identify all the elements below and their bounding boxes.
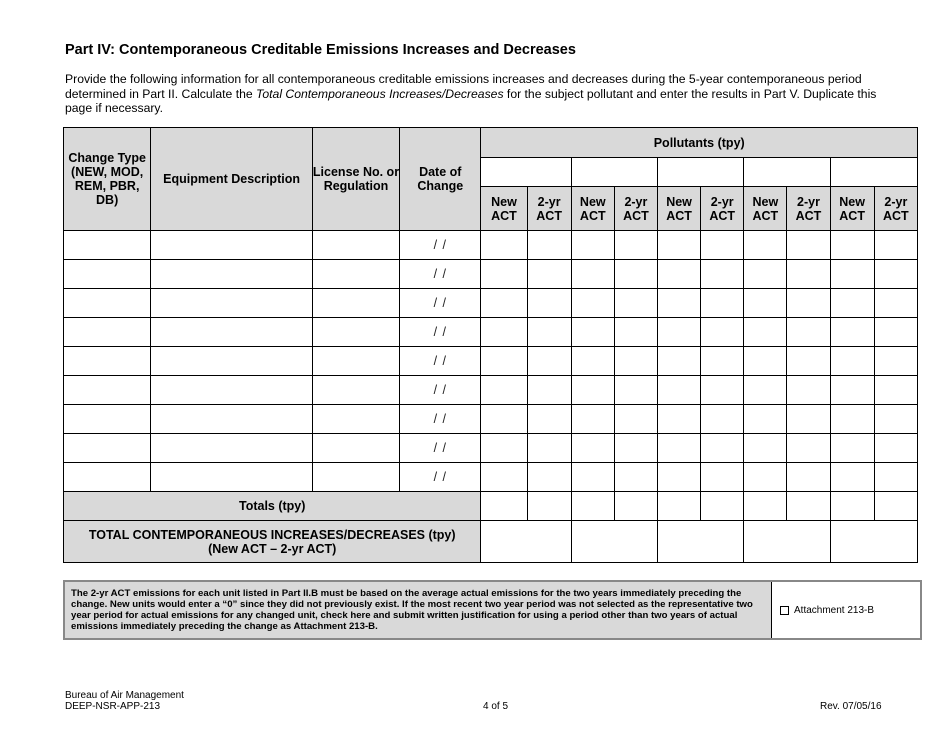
emission-value-cell[interactable]	[787, 376, 830, 405]
emission-value-cell[interactable]	[701, 376, 744, 405]
emission-value-cell[interactable]	[744, 289, 787, 318]
footer-agency: Bureau of Air Management	[65, 690, 184, 701]
emission-value-cell[interactable]	[614, 260, 657, 289]
emission-value-cell[interactable]	[874, 405, 917, 434]
emission-value-cell[interactable]	[527, 405, 571, 434]
total-cell[interactable]	[701, 492, 744, 521]
attachment-checkbox-area	[772, 582, 920, 638]
emission-value-cell[interactable]	[614, 434, 657, 463]
emission-value-cell[interactable]	[614, 318, 657, 347]
total-cell[interactable]	[614, 492, 657, 521]
emission-value-cell[interactable]	[657, 405, 700, 434]
table-row	[64, 376, 918, 405]
emission-value-cell[interactable]	[744, 231, 787, 260]
table-row	[64, 318, 918, 347]
pollutants-header: Pollutants (tpy)	[481, 128, 918, 158]
emission-value-cell[interactable]	[614, 347, 657, 376]
net-change-cell[interactable]	[571, 521, 657, 563]
date-of-change-header: Date of Change	[400, 128, 481, 231]
two-yr-act-header: 2-yr ACT	[874, 187, 917, 231]
emission-value-cell[interactable]	[744, 434, 787, 463]
change-type-cell[interactable]	[64, 231, 151, 260]
emission-value-cell[interactable]	[830, 289, 874, 318]
two-yr-act-header: 2-yr ACT	[614, 187, 657, 231]
license-cell[interactable]	[312, 231, 399, 260]
total-cell[interactable]	[657, 492, 700, 521]
equipment-description-cell[interactable]	[151, 463, 313, 492]
emission-value-cell[interactable]	[744, 463, 787, 492]
emission-value-cell[interactable]	[701, 289, 744, 318]
emission-value-cell[interactable]	[874, 318, 917, 347]
table-row	[64, 289, 918, 318]
total-cell[interactable]	[787, 492, 830, 521]
equipment-description-cell[interactable]	[151, 289, 313, 318]
emission-value-cell[interactable]	[571, 405, 614, 434]
emission-value-cell[interactable]	[527, 376, 571, 405]
emission-value-cell[interactable]	[701, 260, 744, 289]
emission-value-cell[interactable]	[701, 318, 744, 347]
emission-value-cell[interactable]	[527, 260, 571, 289]
change-type-cell[interactable]	[64, 347, 151, 376]
date-cell[interactable]: / /	[400, 405, 481, 434]
new-act-header: New ACT	[481, 187, 527, 231]
equipment-description-cell[interactable]	[151, 260, 313, 289]
emission-value-cell[interactable]	[527, 434, 571, 463]
emission-value-cell[interactable]	[527, 463, 571, 492]
emission-value-cell[interactable]	[874, 231, 917, 260]
net-change-cell[interactable]	[481, 521, 571, 563]
footer-revision: Rev. 07/05/16	[820, 701, 882, 712]
emission-value-cell[interactable]	[614, 376, 657, 405]
table-row	[64, 260, 918, 289]
license-cell[interactable]	[312, 318, 399, 347]
emission-value-cell[interactable]	[787, 434, 830, 463]
emission-value-cell[interactable]	[830, 318, 874, 347]
emission-value-cell[interactable]	[657, 376, 700, 405]
date-cell[interactable]: / /	[400, 231, 481, 260]
change-type-header: Change Type (NEW, MOD, REM, PBR, DB)	[64, 128, 151, 231]
date-cell[interactable]: / /	[400, 463, 481, 492]
emission-value-cell[interactable]	[481, 347, 527, 376]
change-type-cell[interactable]	[64, 318, 151, 347]
license-cell[interactable]	[312, 347, 399, 376]
emission-value-cell[interactable]	[571, 347, 614, 376]
emission-value-cell[interactable]	[701, 405, 744, 434]
equipment-description-cell[interactable]	[151, 318, 313, 347]
emission-value-cell[interactable]	[571, 376, 614, 405]
total-cell[interactable]	[830, 492, 874, 521]
license-cell[interactable]	[312, 405, 399, 434]
emission-value-cell[interactable]	[787, 260, 830, 289]
attachment-checkbox[interactable]	[780, 606, 789, 615]
emission-value-cell[interactable]	[614, 463, 657, 492]
emission-value-cell[interactable]	[874, 347, 917, 376]
table-row	[64, 463, 918, 492]
date-cell[interactable]: / /	[400, 347, 481, 376]
equipment-description-cell[interactable]	[151, 231, 313, 260]
emission-value-cell[interactable]	[571, 260, 614, 289]
emission-value-cell[interactable]	[527, 231, 571, 260]
equipment-description-cell[interactable]	[151, 434, 313, 463]
total-cell[interactable]	[571, 492, 614, 521]
equipment-description-cell[interactable]	[151, 376, 313, 405]
emission-value-cell[interactable]	[830, 434, 874, 463]
date-cell[interactable]: / /	[400, 289, 481, 318]
pollutant-name-field[interactable]	[830, 158, 917, 187]
net-change-cell[interactable]	[657, 521, 743, 563]
license-cell[interactable]	[312, 260, 399, 289]
table-row	[64, 434, 918, 463]
total-cell[interactable]	[527, 492, 571, 521]
emission-value-cell[interactable]	[657, 463, 700, 492]
emission-value-cell[interactable]	[481, 318, 527, 347]
new-act-header: New ACT	[571, 187, 614, 231]
emission-value-cell[interactable]	[614, 231, 657, 260]
emission-value-cell[interactable]	[614, 289, 657, 318]
new-act-header: New ACT	[744, 187, 787, 231]
change-type-cell[interactable]	[64, 289, 151, 318]
pollutant-name-field[interactable]	[657, 158, 743, 187]
emission-value-cell[interactable]	[701, 231, 744, 260]
emission-value-cell[interactable]	[571, 463, 614, 492]
emission-value-cell[interactable]	[744, 318, 787, 347]
emission-value-cell[interactable]	[830, 405, 874, 434]
emission-value-cell[interactable]	[657, 318, 700, 347]
emission-value-cell[interactable]	[481, 231, 527, 260]
emission-value-cell[interactable]	[744, 347, 787, 376]
pollutant-name-field[interactable]	[571, 158, 657, 187]
emission-value-cell[interactable]	[527, 347, 571, 376]
emission-value-cell[interactable]	[481, 289, 527, 318]
license-cell[interactable]	[312, 463, 399, 492]
table-row	[64, 405, 918, 434]
emission-value-cell[interactable]	[527, 289, 571, 318]
date-cell[interactable]: / /	[400, 260, 481, 289]
equipment-description-cell[interactable]	[151, 405, 313, 434]
emission-value-cell[interactable]	[481, 434, 527, 463]
change-type-cell[interactable]	[64, 434, 151, 463]
emission-value-cell[interactable]	[481, 376, 527, 405]
new-act-header: New ACT	[830, 187, 874, 231]
emission-value-cell[interactable]	[657, 434, 700, 463]
license-cell[interactable]	[312, 376, 399, 405]
emission-value-cell[interactable]	[571, 289, 614, 318]
page-title: Part IV: Contemporaneous Creditable Emissions Increases and Decreases	[65, 42, 576, 58]
emission-value-cell[interactable]	[571, 318, 614, 347]
emission-value-cell[interactable]	[571, 231, 614, 260]
footer-page-number: 4 of 5	[483, 701, 509, 712]
emission-value-cell[interactable]	[614, 405, 657, 434]
total-cell[interactable]	[481, 492, 527, 521]
emission-value-cell[interactable]	[787, 463, 830, 492]
emission-value-cell[interactable]	[787, 231, 830, 260]
change-type-cell[interactable]	[64, 463, 151, 492]
emission-value-cell[interactable]	[657, 260, 700, 289]
new-act-header: New ACT	[657, 187, 700, 231]
totals-label: Totals (tpy)	[64, 492, 481, 521]
emissions-table	[63, 127, 918, 563]
note-text: The 2-yr ACT emissions for each unit listed in Part II.B must be based on the average actual emissions for the two years immediately preceding the change. New units would enter a “0” since they did not previously exist. If the most recent two year period was not selected as the representative two year period for actual emissions for any changed unit, check here and submit written justification for using a period other than two years of actual emissions immediately preceding the change as Attachment 213-B.	[65, 582, 772, 638]
emission-value-cell[interactable]	[481, 463, 527, 492]
emission-value-cell[interactable]	[527, 318, 571, 347]
date-cell[interactable]: / /	[400, 376, 481, 405]
emission-value-cell[interactable]	[874, 376, 917, 405]
change-type-cell[interactable]	[64, 376, 151, 405]
two-yr-act-header: 2-yr ACT	[527, 187, 571, 231]
attachment-note	[63, 580, 922, 640]
total-contemporaneous-label: TOTAL CONTEMPORANEOUS INCREASES/DECREASES (tpy) (New ACT – 2-yr ACT)	[64, 521, 481, 563]
two-yr-act-header: 2-yr ACT	[787, 187, 830, 231]
total-cell[interactable]	[874, 492, 917, 521]
equipment-description-header: Equipment Description	[151, 128, 313, 231]
net-change-cell[interactable]	[830, 521, 917, 563]
total-cell[interactable]	[744, 492, 787, 521]
emission-value-cell[interactable]	[701, 434, 744, 463]
emission-value-cell[interactable]	[787, 347, 830, 376]
change-type-cell[interactable]	[64, 260, 151, 289]
date-cell[interactable]: / /	[400, 434, 481, 463]
emission-value-cell[interactable]	[787, 289, 830, 318]
emission-value-cell[interactable]	[830, 376, 874, 405]
emission-value-cell[interactable]	[830, 260, 874, 289]
emission-value-cell[interactable]	[701, 347, 744, 376]
footer-form-id: DEEP-NSR-APP-213	[65, 701, 161, 712]
license-cell[interactable]	[312, 289, 399, 318]
emission-value-cell[interactable]	[701, 463, 744, 492]
emission-value-cell[interactable]	[571, 434, 614, 463]
pollutant-name-field[interactable]	[744, 158, 830, 187]
emission-value-cell[interactable]	[830, 463, 874, 492]
emission-value-cell[interactable]	[744, 376, 787, 405]
emission-value-cell[interactable]	[874, 463, 917, 492]
emission-value-cell[interactable]	[657, 347, 700, 376]
emission-value-cell[interactable]	[874, 260, 917, 289]
equipment-description-cell[interactable]	[151, 347, 313, 376]
emission-value-cell[interactable]	[787, 318, 830, 347]
emission-value-cell[interactable]	[481, 405, 527, 434]
emission-value-cell[interactable]	[830, 347, 874, 376]
instructions-paragraph: Provide the following information for all contemporaneous creditable emissions increases and decreases during the 5-year contemporaneous period determined in Part II. Calculate the Total Contemporaneous Increases/Decreases for the subject pollutant and enter the results in Part V. Duplicate this page if necessary.	[65, 72, 877, 115]
emission-value-cell[interactable]	[657, 231, 700, 260]
table-row	[64, 231, 918, 260]
change-type-cell[interactable]	[64, 405, 151, 434]
date-cell[interactable]: / /	[400, 318, 481, 347]
license-cell[interactable]	[312, 434, 399, 463]
table-row	[64, 347, 918, 376]
emission-value-cell[interactable]	[787, 405, 830, 434]
emission-value-cell[interactable]	[874, 289, 917, 318]
emission-value-cell[interactable]	[744, 405, 787, 434]
emission-value-cell[interactable]	[481, 260, 527, 289]
license-header: License No. or Regulation	[312, 128, 399, 231]
pollutant-name-field[interactable]	[481, 158, 571, 187]
emission-value-cell[interactable]	[830, 231, 874, 260]
net-change-cell[interactable]	[744, 521, 830, 563]
emission-value-cell[interactable]	[874, 434, 917, 463]
emission-value-cell[interactable]	[744, 260, 787, 289]
attachment-checkbox-label: Attachment 213-B	[794, 604, 875, 616]
footer-agency-block	[65, 690, 184, 712]
emission-value-cell[interactable]	[657, 289, 700, 318]
two-yr-act-header: 2-yr ACT	[701, 187, 744, 231]
